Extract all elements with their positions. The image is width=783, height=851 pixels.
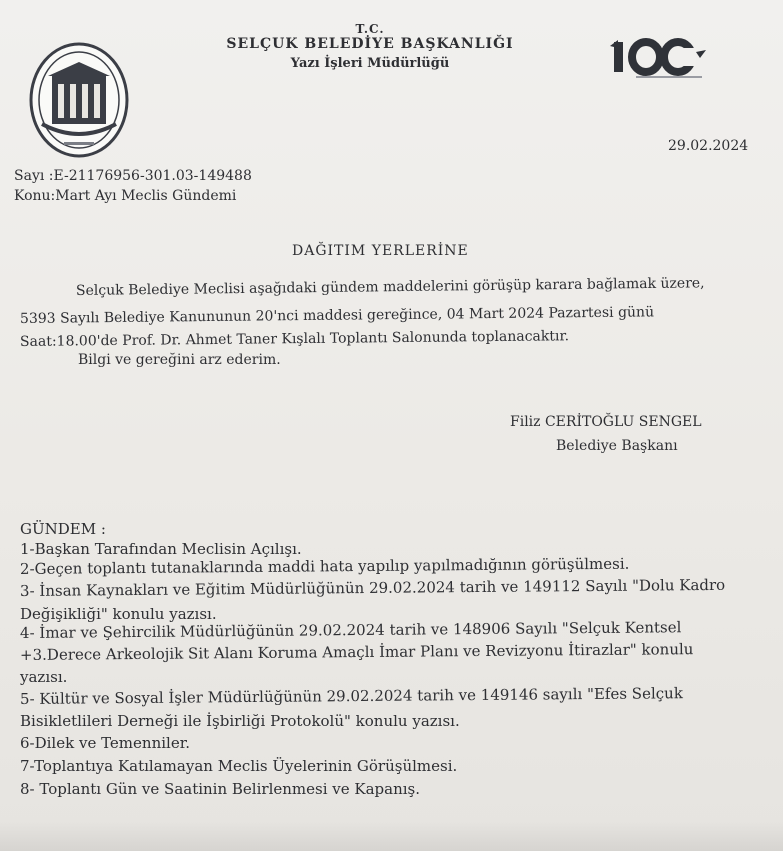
- body-line: 5393 Sayılı Belediye Kanununun 20'nci maddesi gereğince, 04 Mart 2024 Pazartesi günü: [19, 304, 655, 327]
- body-line: Saat:18.00'de Prof. Dr. Ahmet Taner Kışlalı Toplantı Salonunda toplanacaktır.: [19, 328, 570, 350]
- signatory-title: Belediye Başkanı: [556, 438, 678, 454]
- agenda-item: 1-Başkan Tarafından Meclisin Açılışı.: [20, 540, 302, 558]
- letterhead-tc: T.C.: [355, 22, 385, 36]
- agenda-item: 4- İmar ve Şehircilik Müdürlüğünün 29.02.2024 tarih ve 148906 Sayılı "Selçuk Kentsel: [19, 618, 682, 642]
- agenda-title: GÜNDEM :: [20, 520, 106, 538]
- page-shadow: [0, 820, 783, 851]
- body-line: Selçuk Belediye Meclisi aşağıdaki gündem maddelerini görüşüp karara bağlamak üzere,: [75, 275, 705, 299]
- agenda-item: 6-Dilek ve Temenniler.: [20, 734, 190, 752]
- agenda-item: 7-Toplantıya Katılamayan Meclis Üyelerinin Görüşülmesi.: [20, 757, 458, 775]
- 100-years-logo-icon: [610, 36, 714, 82]
- agenda-item: 2-Geçen toplantı tutanaklarında maddi hata yapılıp yapılmadığının görüşülmesi.: [19, 554, 630, 578]
- letterhead-organization: SELÇUK BELEDİYE BAŞKANLIĞI: [226, 36, 514, 52]
- letterhead-department: Yazı İşleri Müdürlüğü: [290, 56, 450, 71]
- subject-line: Konu:Mart Ayı Meclis Gündemi: [14, 188, 237, 204]
- municipality-seal-icon: [28, 40, 130, 160]
- distribution-heading: DAĞITIM YERLERİNE: [292, 243, 469, 259]
- reference-number: Sayı :E-21176956-301.03-149488: [14, 168, 252, 184]
- agenda-item-continued: Değişikliği" konulu yazısı.: [20, 605, 217, 623]
- agenda-item-continued: +3.Derece Arkeolojik Sit Alanı Koruma Amaçlı İmar Planı ve Revizyonu İtirazlar" konulu: [19, 640, 694, 664]
- agenda-item-continued: yazısı.: [20, 668, 68, 686]
- document-date: 29.02.2024: [668, 138, 749, 154]
- signatory-name: Filiz CERİTOĞLU SENGEL: [510, 414, 702, 430]
- agenda-item: 3- İnsan Kaynakları ve Eğitim Müdürlüğünün 29.02.2024 tarih ve 149112 Sayılı "Dolu Kadro: [19, 575, 726, 600]
- agenda-item: 5- Kültür ve Sosyal İşler Müdürlüğünün 29.02.2024 tarih ve 149146 sayılı "Efes Selçuk: [19, 684, 683, 708]
- body-line: Bilgi ve gereğini arz ederim.: [78, 352, 281, 368]
- agenda-item-continued: Bisikletlileri Derneği ile İşbirliği Protokolü" konulu yazısı.: [20, 712, 460, 730]
- agenda-item: 8- Toplantı Gün ve Saatinin Belirlenmesi ve Kapanış.: [20, 780, 421, 798]
